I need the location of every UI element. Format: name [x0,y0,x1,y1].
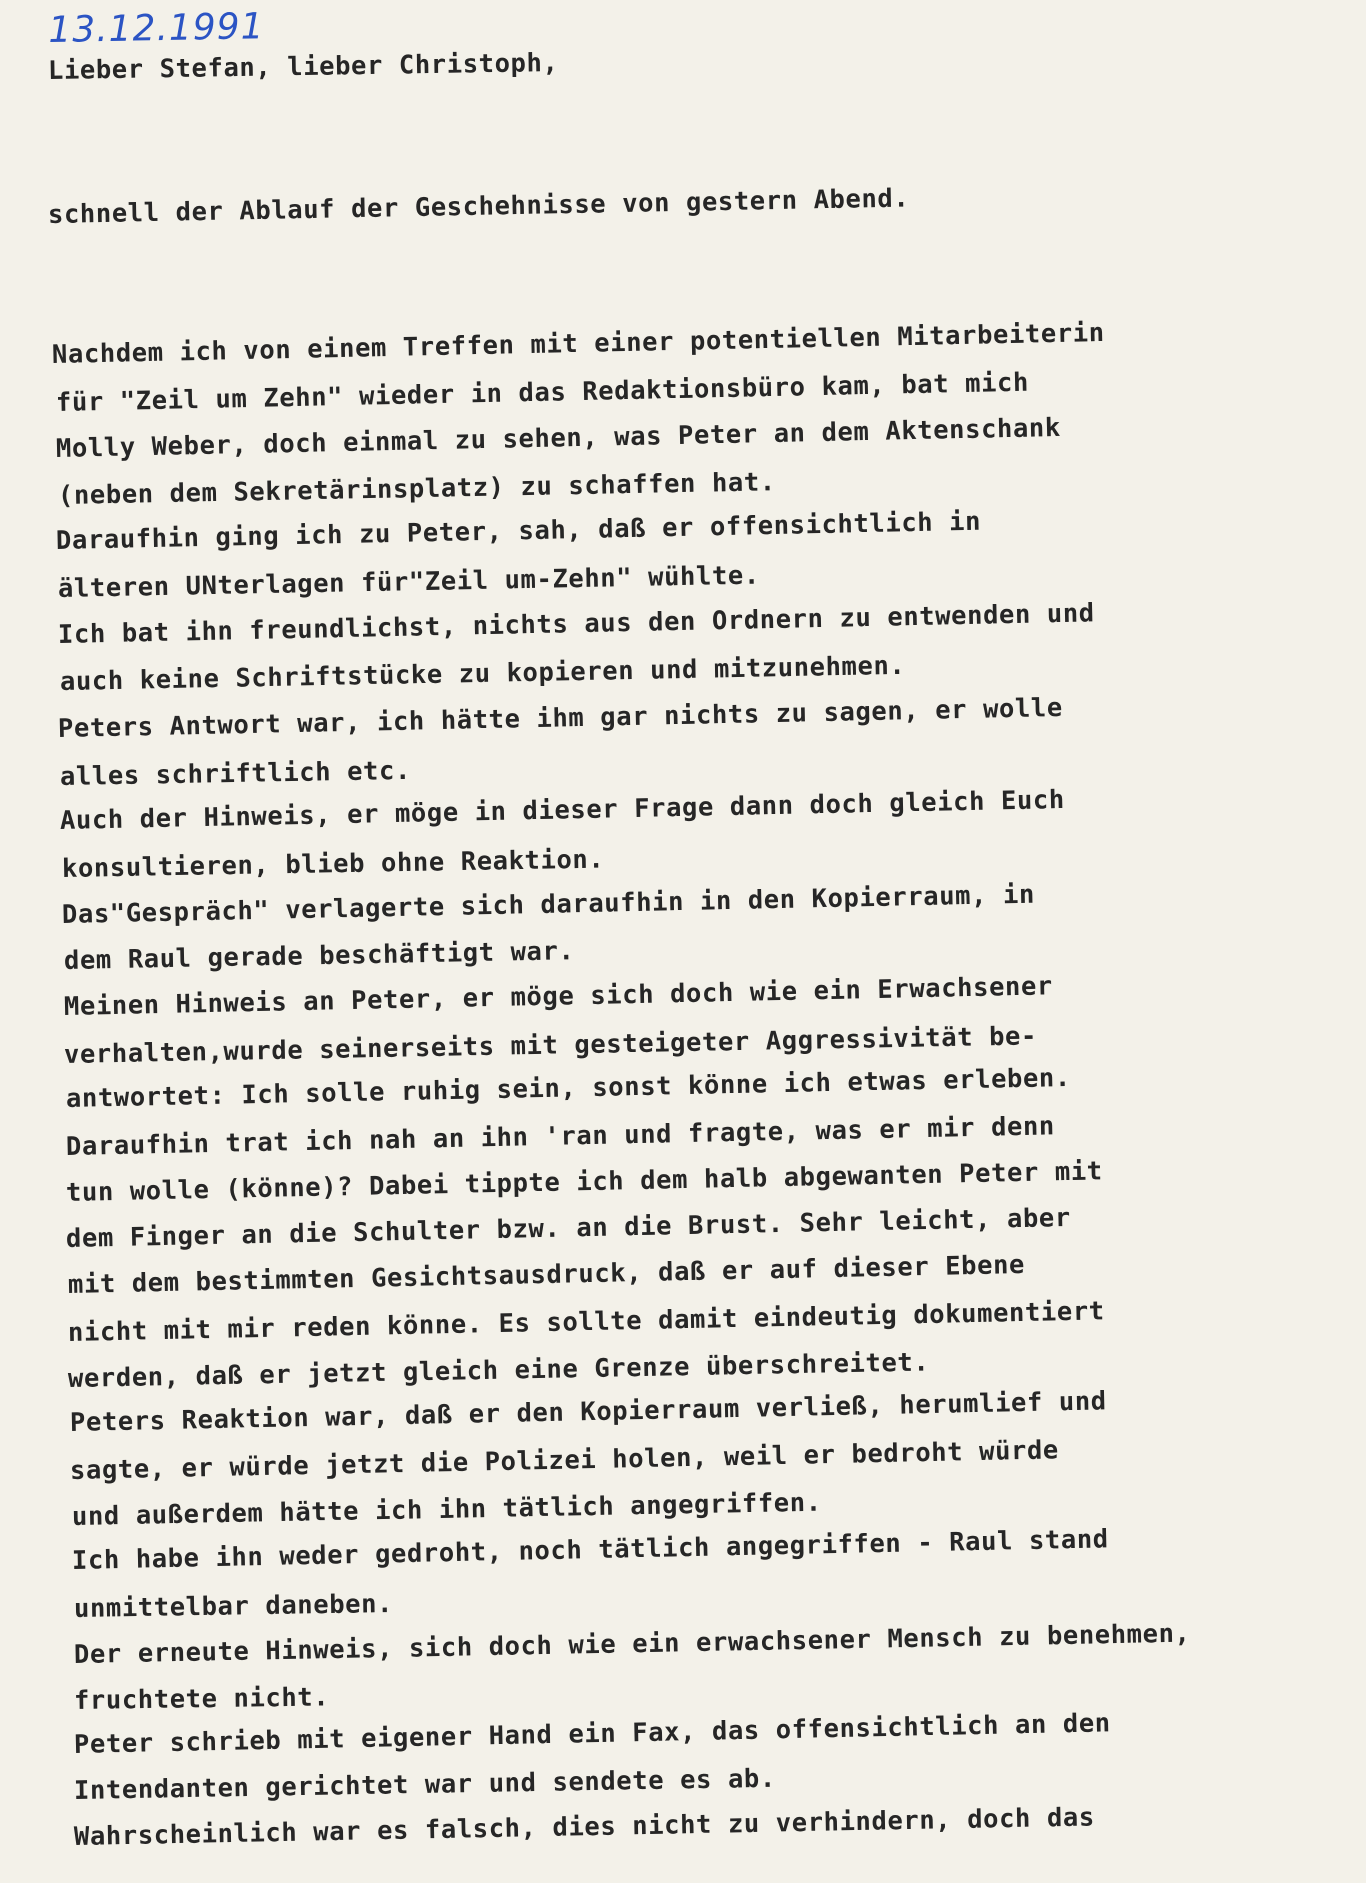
body-line: Daraufhin ging ich zu Peter, sah, daß er offensichtlich in [55,506,982,556]
body-line: Intendanten gerichtet war und sendete es ab. [73,1763,777,1806]
body-line: dem Finger an die Schulter bzw. an die Brust. Sehr leicht, aber [65,1202,1072,1254]
body-line: und außerdem hätte ich ihn tätlich angegriffen. [71,1487,822,1532]
body-line: Das"Gespräch" verlagerte sich daraufhin in den Kopierraum, in [61,879,1036,930]
salutation-line: Lieber Stefan, lieber Christoph, [47,47,559,86]
body-line: nicht mit mir reden könne. Es sollte damit eindeutig dokumentiert [67,1296,1105,1348]
body-line: Molly Weber, doch einmal zu sehen, was Peter an dem Aktenschank [55,412,1062,464]
intro-line: schnell der Ablauf der Geschehnisse von gestern Abend. [47,183,910,230]
body-line: Wahrscheinlich war es falsch, dies nicht zu verhindern, doch das [73,1802,1096,1852]
body-line: Ich habe ihn weder gedroht, noch tätlich angegriffen - Raul stand [71,1524,1109,1576]
body-line: unmittelbar daneben. [73,1588,394,1624]
body-line: konsultieren, blieb ohne Reaktion. [61,844,605,884]
body-line: fruchtete nicht. [73,1682,330,1716]
body-line: werden, daß er jetzt gleich eine Grenze überschreitet. [67,1347,930,1394]
body-line: auch keine Schriftstücke zu kopieren und mitzunehmen. [59,650,906,697]
body-line: alles schriftlich etc. [59,755,412,792]
body-line: (neben dem Sekretärinsplatz) zu schaffen hat. [57,467,777,511]
body-line: für "Zeil um Zehn" wieder in das Redaktionsbüro kam, bat mich [55,367,1030,418]
body-line: Peter schrieb mit eigener Hand ein Fax, das offensichtlich an den [73,1708,1111,1760]
body-line: Meinen Hinweis an Peter, er möge sich doch wie ein Erwachsener [63,971,1054,1022]
body-line: mit dem bestimmten Gesichtsausdruck, daß er auf dieser Ebene [67,1249,1026,1300]
body-line: Peters Reaktion war, daß er den Kopierraum verließ, herumlief und [69,1386,1107,1438]
body-line: älteren UNterlagen für"Zeil um-Zehn" wühlte. [57,560,761,604]
body-line: Daraufhin trat ich nah an ihn 'ran und fragte, was er mir denn [65,1111,1056,1162]
body-line: antwortet: Ich solle ruhig sein, sonst könne ich etwas erleben. [65,1062,1072,1114]
handwritten-date: 13.12.1991 [48,6,265,51]
body-line: Nachdem ich von einem Treffen mit einer potentiellen Mitarbeiterin [51,317,1105,370]
body-line: tun wolle (könne)? Dabei tippte ich dem halb abgewanten Peter mit [65,1156,1103,1208]
body-line: Peters Antwort war, ich hätte ihm gar nichts zu sagen, er wolle [57,692,1064,744]
body-line: Ich bat ihn freundlichst, nichts aus den Ordnern zu entwenden und [57,598,1095,650]
body-line: sagte, er würde jetzt die Polizei holen, weil er bedroht würde [69,1435,1060,1486]
body-line: Der erneute Hinweis, sich doch wie ein erwachsener Mensch zu benehmen, [73,1618,1191,1670]
body-line: Auch der Hinweis, er möge in dieser Frage dann doch gleich Euch [59,784,1066,836]
body-line: dem Raul gerade beschäftigt war. [63,936,575,976]
body-line: verhalten,wurde seinerseits mit gesteigeter Aggressivität be- [63,1021,1038,1070]
